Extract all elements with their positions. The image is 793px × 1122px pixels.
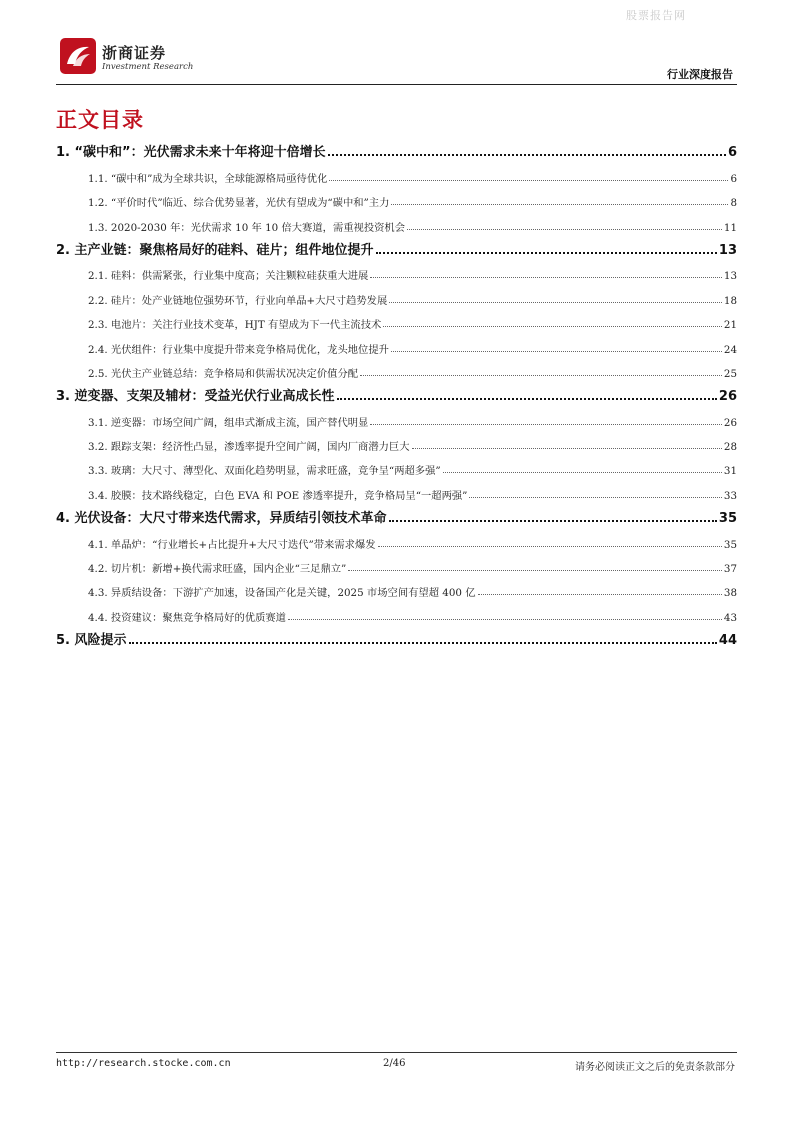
toc-subsection-label: 1.3. 2020-2030 年：光伏需求 10 年 10 倍大赛道，需重视投资机会 [88, 221, 406, 234]
toc-section-entry[interactable] [56, 234, 737, 258]
toc-leader-dots [329, 180, 728, 181]
toc-subsection-label: 4.2. 切片机：新增+换代需求旺盛，国内企业“三足鼎立” [88, 563, 347, 576]
toc-page-number: 18 [723, 294, 737, 307]
toc-subsection-entry[interactable] [56, 356, 737, 380]
toc-subsection-entry[interactable] [56, 331, 737, 355]
toc-leader-dots [376, 252, 717, 254]
toc-leader-dots [370, 424, 722, 425]
toc-subsection-label: 1.2. “平价时代”临近、综合优势显著，光伏有望成为“碳中和”主力 [88, 197, 390, 210]
toc-page-number: 44 [718, 633, 737, 649]
table-of-contents [56, 136, 737, 648]
toc-leader-dots [337, 398, 717, 400]
toc-subsection-entry[interactable] [56, 209, 737, 233]
toc-leader-dots [469, 497, 721, 498]
toc-subsection-entry[interactable] [56, 575, 737, 599]
brand-logo-icon [60, 38, 96, 74]
report-type: 行业深度报告 [667, 68, 733, 81]
toc-page-number: 35 [718, 511, 737, 527]
toc-subsection-label: 3.1. 逆变器：市场空间广阔，组串式渐成主流，国产替代明显 [88, 416, 369, 429]
footer-url[interactable]: http://research.stocke.com.cn [56, 1058, 231, 1069]
toc-subsection-entry[interactable] [56, 404, 737, 428]
toc-leader-dots [389, 520, 717, 522]
toc-section-label: 1. “碳中和”：光伏需求未来十年将迎十倍增长 [56, 145, 326, 161]
toc-leader-dots [412, 448, 722, 449]
toc-page-number: 6 [727, 145, 737, 161]
toc-section-entry[interactable] [56, 136, 737, 160]
toc-section-label: 2. 主产业链：聚焦格局好的硅料、硅片；组件地位提升 [56, 242, 374, 258]
toc-subsection-entry[interactable] [56, 307, 737, 331]
toc-section-entry[interactable] [56, 380, 737, 404]
toc-leader-dots [391, 351, 722, 352]
toc-subsection-entry[interactable] [56, 429, 737, 453]
toc-subsection-entry[interactable] [56, 526, 737, 550]
toc-page-number: 26 [723, 416, 737, 429]
toc-leader-dots [370, 277, 722, 278]
toc-leader-dots [129, 642, 717, 644]
toc-subsection-label: 2.5. 光伏主产业链总结：竞争格局和供需状况决定价值分配 [88, 367, 359, 380]
brand-logo [60, 38, 194, 74]
toc-page-number: 26 [718, 389, 737, 405]
toc-section-label: 5. 风险提示 [56, 633, 127, 649]
toc-leader-dots [407, 229, 722, 230]
toc-subsection-label: 3.2. 跟踪支架：经济性凸显，渗透率提升空间广阔，国内厂商潜力巨大 [88, 441, 410, 454]
toc-subsection-label: 4.3. 异质结设备：下游扩产加速，设备国产化是关键，2025 市场空间有望超 400 亿 [88, 587, 476, 600]
toc-subsection-entry[interactable] [56, 258, 737, 282]
toc-page-number: 21 [723, 319, 737, 332]
toc-section-label: 4. 光伏设备：大尺寸带来迭代需求，异质结引领技术革命 [56, 511, 387, 527]
toc-page-number: 6 [730, 172, 737, 185]
header-divider [56, 84, 737, 85]
toc-subsection-entry[interactable] [56, 453, 737, 477]
brand-name-cn: 浙商证券 [102, 44, 167, 62]
toc-leader-dots [288, 619, 722, 620]
toc-page-number: 43 [723, 611, 737, 624]
toc-subsection-label: 3.3. 玻璃：大尺寸、薄型化、双面化趋势明显，需求旺盛，竞争呈“两超多强” [88, 465, 441, 478]
toc-leader-dots [348, 570, 722, 571]
page-title: 正文目录 [56, 108, 144, 132]
toc-page-number: 13 [718, 242, 737, 258]
brand-name-en: Investment Research [102, 62, 194, 72]
toc-leader-dots [443, 472, 722, 473]
toc-leader-dots [391, 204, 728, 205]
toc-leader-dots [328, 154, 726, 156]
toc-leader-dots [383, 326, 722, 327]
toc-subsection-entry[interactable] [56, 599, 737, 623]
toc-subsection-label: 2.4. 光伏组件：行业集中度提升带来竞争格局优化，龙头地位提升 [88, 343, 389, 356]
toc-page-number: 25 [723, 367, 737, 380]
footer-disclaimer-note: 请务必阅读正文之后的免责条款部分 [575, 1062, 735, 1073]
toc-leader-dots [378, 546, 722, 547]
toc-page-number: 33 [723, 489, 737, 502]
toc-subsection-label: 1.1. “碳中和”成为全球共识，全球能源格局亟待优化 [88, 172, 328, 185]
watermark: 股票报告网 [626, 9, 686, 22]
toc-subsection-label: 2.3. 电池片：关注行业技术变革，HJT 有望成为下一代主流技术 [88, 319, 382, 332]
toc-subsection-label: 4.1. 单晶炉：“行业增长+占比提升+大尺寸迭代”带来需求爆发 [88, 538, 376, 551]
toc-section-entry[interactable] [56, 502, 737, 526]
toc-subsection-label: 2.1. 硅料：供需紧张，行业集中度高；关注颗粒硅获重大进展 [88, 270, 369, 283]
toc-subsection-entry[interactable] [56, 477, 737, 501]
toc-page-number: 28 [723, 441, 737, 454]
footer-page-number: 2/46 [383, 1058, 406, 1069]
toc-page-number: 37 [723, 563, 737, 576]
toc-subsection-entry[interactable] [56, 185, 737, 209]
toc-page-number: 24 [723, 343, 737, 356]
toc-page-number: 13 [723, 270, 737, 283]
toc-subsection-label: 4.4. 投资建议：聚焦竞争格局好的优质赛道 [88, 611, 286, 624]
toc-page-number: 35 [723, 538, 737, 551]
toc-subsection-label: 3.4. 胶膜：技术路线稳定，白色 EVA 和 POE 渗透率提升，竞争格局呈“一超两强” [88, 489, 468, 502]
toc-leader-dots [360, 375, 722, 376]
toc-subsection-label: 2.2. 硅片：处产业链地位强势环节，行业向单晶+大尺寸趋势发展 [88, 294, 388, 307]
toc-section-label: 3. 逆变器、支架及辅材：受益光伏行业高成长性 [56, 389, 335, 405]
toc-leader-dots [478, 594, 722, 595]
toc-section-entry[interactable] [56, 624, 737, 648]
toc-leader-dots [389, 302, 722, 303]
toc-page-number: 11 [723, 221, 737, 234]
toc-page-number: 38 [723, 587, 737, 600]
toc-subsection-entry[interactable] [56, 160, 737, 184]
toc-page-number: 8 [730, 197, 737, 210]
toc-subsection-entry[interactable] [56, 551, 737, 575]
toc-page-number: 31 [723, 465, 737, 478]
toc-subsection-entry[interactable] [56, 282, 737, 306]
footer-divider [56, 1052, 737, 1053]
